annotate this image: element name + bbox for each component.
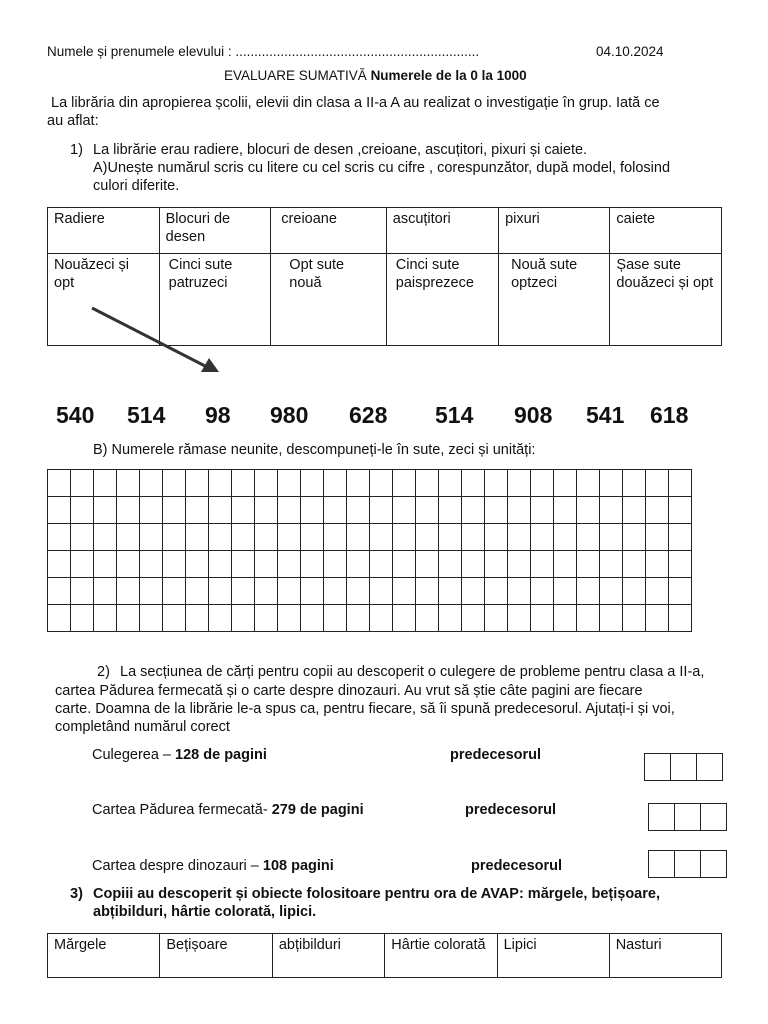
header-cell: Hârtie colorată <box>385 934 497 978</box>
grid-cell[interactable] <box>462 524 485 551</box>
header-cell: creioane <box>271 208 386 254</box>
grid-cell[interactable] <box>485 524 508 551</box>
grid-cell[interactable] <box>255 578 278 605</box>
grid-cell[interactable] <box>416 578 439 605</box>
header-cell: caiete <box>610 208 722 254</box>
grid-cell[interactable] <box>140 470 163 497</box>
grid-cell[interactable] <box>370 470 393 497</box>
grid-cell[interactable] <box>600 470 623 497</box>
predecessor-label: predecesorul <box>450 747 542 763</box>
grid-cell[interactable] <box>577 578 600 605</box>
task3-line-2: abțibilduri, hârtie colorată, lipici. <box>93 904 317 920</box>
grid-cell[interactable] <box>393 578 416 605</box>
grid-cell[interactable] <box>232 551 255 578</box>
grid-cell[interactable] <box>393 551 416 578</box>
header-cell: Mărgele <box>48 934 160 978</box>
grid-cell[interactable] <box>600 605 623 632</box>
grid-cell[interactable] <box>508 551 531 578</box>
grid-cell[interactable] <box>462 578 485 605</box>
grid-cell[interactable] <box>71 578 94 605</box>
grid-cell[interactable] <box>554 470 577 497</box>
grid-cell[interactable] <box>324 578 347 605</box>
grid-cell[interactable] <box>439 605 462 632</box>
grid-cell[interactable] <box>255 551 278 578</box>
grid-cell[interactable] <box>209 578 232 605</box>
grid-cell[interactable] <box>347 497 370 524</box>
grid-cell[interactable] <box>531 524 554 551</box>
grid-cell[interactable] <box>140 605 163 632</box>
grid-cell[interactable] <box>94 497 117 524</box>
grid-cell[interactable] <box>416 470 439 497</box>
book-item <box>92 747 267 763</box>
grid-cell[interactable] <box>669 497 692 524</box>
grid-cell[interactable] <box>439 497 462 524</box>
grid-cell[interactable] <box>209 605 232 632</box>
grid-cell[interactable] <box>255 524 278 551</box>
grid-cell[interactable] <box>278 605 301 632</box>
task1-number: 1) <box>70 142 83 158</box>
grid-cell[interactable] <box>416 524 439 551</box>
grid-cell[interactable] <box>140 497 163 524</box>
grid-cell[interactable] <box>623 497 646 524</box>
grid-cell[interactable] <box>186 578 209 605</box>
grid-cell[interactable] <box>485 470 508 497</box>
grid-cell[interactable] <box>577 470 600 497</box>
grid-cell[interactable] <box>324 497 347 524</box>
grid-cell[interactable] <box>577 551 600 578</box>
book-label: Cartea Pădurea fermecată- <box>92 802 272 818</box>
grid-cell[interactable] <box>71 605 94 632</box>
grid-cell[interactable] <box>48 551 71 578</box>
grid-cell[interactable] <box>623 578 646 605</box>
grid-cell[interactable] <box>646 470 669 497</box>
grid-cell[interactable] <box>485 578 508 605</box>
grid-cell[interactable] <box>485 605 508 632</box>
grid-cell[interactable] <box>301 497 324 524</box>
grid-cell[interactable] <box>508 605 531 632</box>
grid-cell[interactable] <box>48 605 71 632</box>
task2-line-4: completând numărul corect <box>55 719 230 735</box>
grid-cell[interactable] <box>554 578 577 605</box>
answer-boxes[interactable] <box>644 753 723 781</box>
grid-cell[interactable] <box>646 551 669 578</box>
header-cell: ascuțitori <box>386 208 498 254</box>
book-pages: 108 pagini <box>262 858 334 874</box>
grid-cell[interactable] <box>531 470 554 497</box>
grid-cell[interactable] <box>163 524 186 551</box>
header-cell: Nasturi <box>609 934 721 978</box>
grid-cell[interactable] <box>140 578 163 605</box>
grid-cell[interactable] <box>71 470 94 497</box>
grid-cell[interactable] <box>278 578 301 605</box>
grid-cell[interactable] <box>163 551 186 578</box>
intro-line-1: La librăria din apropierea școlii, elevii din clasa a II-a A au realizat o investigație în grup. Iată ce <box>51 95 660 111</box>
grid-cell[interactable] <box>485 551 508 578</box>
grid-cell[interactable] <box>94 605 117 632</box>
grid-cell[interactable] <box>94 551 117 578</box>
grid-cell[interactable] <box>232 578 255 605</box>
grid-cell[interactable] <box>209 551 232 578</box>
grid-cell[interactable] <box>347 578 370 605</box>
grid-cell[interactable] <box>278 551 301 578</box>
grid-cell[interactable] <box>554 524 577 551</box>
grid-cell[interactable] <box>71 551 94 578</box>
grid-cell[interactable] <box>370 497 393 524</box>
grid-cell[interactable] <box>531 551 554 578</box>
book-pages: 128 de pagini <box>175 747 267 763</box>
grid-cell[interactable] <box>600 578 623 605</box>
grid-cell[interactable] <box>186 524 209 551</box>
grid-cell[interactable] <box>508 470 531 497</box>
grid-cell[interactable] <box>347 551 370 578</box>
number-option[interactable]: 514 <box>435 402 474 428</box>
grid-cell[interactable] <box>140 524 163 551</box>
grid-cell[interactable] <box>439 551 462 578</box>
header-cell: pixuri <box>499 208 610 254</box>
grid-cell[interactable] <box>324 551 347 578</box>
grid-cell[interactable] <box>485 497 508 524</box>
grid-cell[interactable] <box>94 524 117 551</box>
grid-cell[interactable] <box>646 578 669 605</box>
task2-line-1: La secțiunea de cărți pentru copii au descoperit o culegere de probleme pentru clasa a II-a, <box>120 664 705 680</box>
grid-cell[interactable] <box>117 497 140 524</box>
grid-cell[interactable] <box>347 524 370 551</box>
header-cell: Radiere <box>48 208 160 254</box>
grid-cell[interactable] <box>255 470 278 497</box>
task1-part-b: B) Numerele rămase neunite, descompuneți-le în sute, zeci și unități: <box>93 442 536 458</box>
grid-cell[interactable] <box>278 524 301 551</box>
grid-cell[interactable] <box>163 497 186 524</box>
grid-cell[interactable] <box>531 497 554 524</box>
number-option[interactable]: 98 <box>205 402 231 428</box>
grid-cell[interactable] <box>439 470 462 497</box>
number-option[interactable]: 628 <box>349 402 388 428</box>
grid-cell[interactable] <box>324 605 347 632</box>
grid-cell[interactable] <box>209 524 232 551</box>
task1-line-3: culori diferite. <box>93 178 180 194</box>
grid-cell[interactable] <box>209 497 232 524</box>
grid-cell[interactable] <box>117 578 140 605</box>
grid-cell[interactable] <box>117 524 140 551</box>
task2-line-3: carte. Doamna de la librărie le-a spus ca, pentru fiecare, să îi spună predecesorul. Ajutați-i și voi, <box>55 701 675 717</box>
grid-cell[interactable] <box>117 605 140 632</box>
number-option[interactable]: 540 <box>56 402 95 428</box>
grid-cell[interactable] <box>232 470 255 497</box>
word-cell: Cinci sute patruzeci <box>159 254 271 346</box>
grid-cell[interactable] <box>186 470 209 497</box>
word-cell: Nouă sute optzeci <box>499 254 610 346</box>
grid-cell[interactable] <box>462 470 485 497</box>
grid-cell[interactable] <box>669 470 692 497</box>
grid-cell[interactable] <box>48 497 71 524</box>
grid-cell[interactable] <box>255 605 278 632</box>
grid-cell[interactable] <box>163 578 186 605</box>
grid-cell[interactable] <box>577 497 600 524</box>
grid-cell[interactable] <box>623 524 646 551</box>
grid-cell[interactable] <box>393 524 416 551</box>
grid-cell[interactable] <box>347 605 370 632</box>
grid-cell[interactable] <box>577 605 600 632</box>
grid-cell[interactable] <box>370 578 393 605</box>
task1-line-1: La librărie erau radiere, blocuri de desen ,creioane, ascuțitori, pixuri și caiete. <box>93 142 588 158</box>
predecessor-label: predecesorul <box>471 858 563 874</box>
grid-cell[interactable] <box>554 497 577 524</box>
book-label: Cartea despre dinozauri – <box>92 858 263 874</box>
grid-cell[interactable] <box>669 605 692 632</box>
grid-cell[interactable] <box>600 497 623 524</box>
grid-cell[interactable] <box>416 551 439 578</box>
student-name-line[interactable]: Numele și prenumele elevului : ................................................................. <box>47 44 480 59</box>
writing-grid[interactable] <box>47 469 692 632</box>
grid-cell[interactable] <box>94 470 117 497</box>
book-pages: 279 de pagini <box>271 802 364 818</box>
number-option[interactable]: 908 <box>514 402 553 428</box>
grid-cell[interactable] <box>439 578 462 605</box>
grid-cell[interactable] <box>577 524 600 551</box>
number-option[interactable]: 980 <box>270 402 309 428</box>
number-option[interactable]: 514 <box>127 402 166 428</box>
word-cell: Nouăzeci și opt <box>48 254 160 346</box>
grid-cell[interactable] <box>163 470 186 497</box>
grid-cell[interactable] <box>209 470 232 497</box>
materials-table <box>47 933 722 978</box>
grid-cell[interactable] <box>508 578 531 605</box>
book-item <box>92 858 334 874</box>
title-bold: Numerele de la 0 la 1000 <box>370 68 527 83</box>
grid-cell[interactable] <box>347 470 370 497</box>
task2-number: 2) <box>97 664 110 680</box>
task2-line-2: cartea Pădurea fermecată și o carte despre dinozauri. Au vrut să știe câte pagini are fiecare <box>55 683 643 699</box>
grid-cell[interactable] <box>94 578 117 605</box>
grid-cell[interactable] <box>186 497 209 524</box>
book-item <box>92 802 364 818</box>
grid-cell[interactable] <box>48 470 71 497</box>
grid-cell[interactable] <box>301 578 324 605</box>
grid-cell[interactable] <box>324 470 347 497</box>
example-arrow <box>85 300 230 380</box>
grid-cell[interactable] <box>301 524 324 551</box>
word-cell: Șase sute douăzeci și opt <box>610 254 722 346</box>
grid-cell[interactable] <box>462 497 485 524</box>
grid-cell[interactable] <box>255 497 278 524</box>
predecessor-label: predecesorul <box>465 802 557 818</box>
grid-cell[interactable] <box>71 524 94 551</box>
grid-cell[interactable] <box>301 605 324 632</box>
intro-line-2: au aflat: <box>47 113 99 129</box>
grid-cell[interactable] <box>186 551 209 578</box>
task1-line-2: A)Unește numărul scris cu litere cu cel scris cu cifre , corespunzător, după model, folosind <box>93 160 671 176</box>
date: 04.10.2024 <box>596 44 664 59</box>
number-option[interactable]: 541 <box>586 402 625 428</box>
grid-cell[interactable] <box>462 605 485 632</box>
grid-cell[interactable] <box>646 497 669 524</box>
answer-boxes[interactable] <box>648 803 727 831</box>
grid-cell[interactable] <box>186 605 209 632</box>
title-normal: EVALUARE SUMATIVĂ <box>224 68 367 83</box>
grid-cell[interactable] <box>623 551 646 578</box>
task3-line-1: Copiii au descoperit și obiecte folositoare pentru ora de AVAP: mărgele, bețișoare, <box>93 886 660 902</box>
word-cell: Cinci sute paisprezece <box>386 254 498 346</box>
answer-boxes[interactable] <box>648 850 727 878</box>
grid-cell[interactable] <box>117 470 140 497</box>
grid-cell[interactable] <box>416 605 439 632</box>
grid-cell[interactable] <box>370 551 393 578</box>
grid-cell[interactable] <box>232 605 255 632</box>
grid-cell[interactable] <box>600 524 623 551</box>
grid-cell[interactable] <box>71 497 94 524</box>
header-cell: Bețișoare <box>160 934 272 978</box>
grid-cell[interactable] <box>646 524 669 551</box>
grid-cell[interactable] <box>140 551 163 578</box>
grid-cell[interactable] <box>48 578 71 605</box>
book-label: Culegerea – <box>92 747 176 763</box>
grid-cell[interactable] <box>439 524 462 551</box>
grid-cell[interactable] <box>278 497 301 524</box>
grid-cell[interactable] <box>117 551 140 578</box>
grid-cell[interactable] <box>393 497 416 524</box>
page-title <box>224 68 527 83</box>
grid-cell[interactable] <box>600 551 623 578</box>
grid-cell[interactable] <box>416 497 439 524</box>
number-option[interactable]: 618 <box>650 402 689 428</box>
grid-cell[interactable] <box>278 470 301 497</box>
grid-cell[interactable] <box>370 605 393 632</box>
grid-cell[interactable] <box>232 497 255 524</box>
grid-cell[interactable] <box>163 605 186 632</box>
grid-cell[interactable] <box>554 551 577 578</box>
grid-cell[interactable] <box>646 605 669 632</box>
grid-cell[interactable] <box>48 524 71 551</box>
grid-cell[interactable] <box>669 524 692 551</box>
grid-cell[interactable] <box>370 524 393 551</box>
grid-cell[interactable] <box>508 524 531 551</box>
grid-cell[interactable] <box>554 605 577 632</box>
grid-cell[interactable] <box>623 605 646 632</box>
grid-cell[interactable] <box>301 551 324 578</box>
word-cell: Opt sute nouă <box>271 254 386 346</box>
grid-cell[interactable] <box>232 524 255 551</box>
grid-cell[interactable] <box>669 578 692 605</box>
grid-cell[interactable] <box>508 497 531 524</box>
grid-cell[interactable] <box>462 551 485 578</box>
grid-cell[interactable] <box>301 470 324 497</box>
header-cell: abțibilduri <box>272 934 384 978</box>
task3-number: 3) <box>70 886 83 902</box>
header-cell: Lipici <box>497 934 609 978</box>
grid-cell[interactable] <box>324 524 347 551</box>
grid-cell[interactable] <box>531 605 554 632</box>
grid-cell[interactable] <box>393 605 416 632</box>
grid-cell[interactable] <box>669 551 692 578</box>
grid-cell[interactable] <box>393 470 416 497</box>
header-cell: Blocuri de desen <box>159 208 271 254</box>
grid-cell[interactable] <box>531 578 554 605</box>
grid-cell[interactable] <box>623 470 646 497</box>
